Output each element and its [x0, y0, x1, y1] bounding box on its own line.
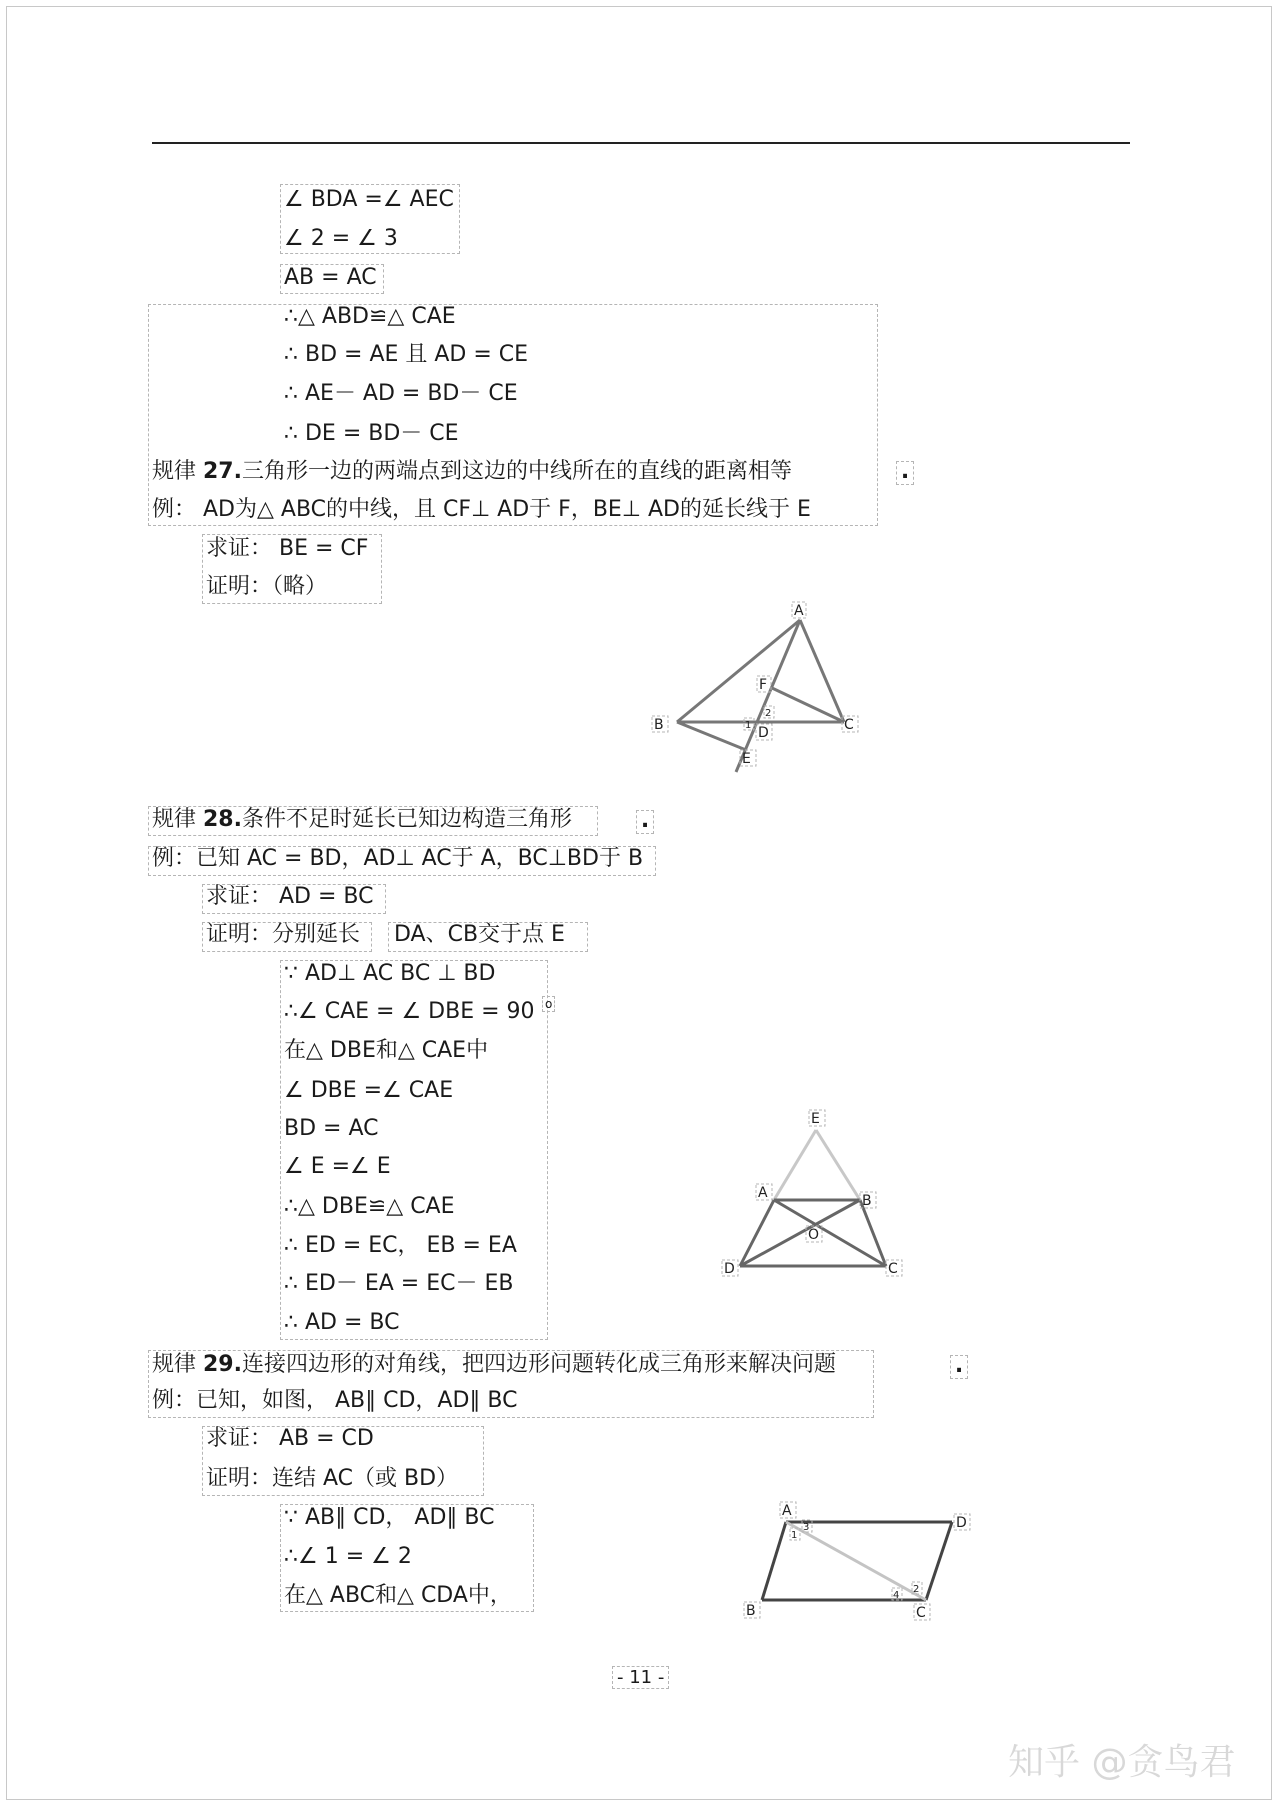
line-ea — [774, 1130, 816, 1200]
rule29-heading — [152, 1351, 836, 1379]
rule-number: 29. — [203, 1352, 242, 1377]
rule-text: 三角形一边的两端点到这边的中线所在的直线的距离相等 — [241, 459, 792, 484]
proof-line: ∠ BDA =∠ AEC — [284, 187, 454, 212]
rule28-dot: . — [636, 810, 654, 834]
proof-line: ∴ DE = BD－ CE — [284, 421, 459, 446]
fig29-label-a: A — [782, 1503, 792, 1519]
rule-number: 27. — [203, 459, 242, 484]
proof-step: ∵ AB∥ CD， AD∥ BC — [284, 1505, 495, 1530]
rule-number: 28. — [203, 807, 242, 832]
line-ac — [800, 620, 844, 722]
rule29-proof: 证明：连结 AC（或 BD） — [206, 1466, 459, 1491]
rule27-example: 例： AD为△ ABC的中线，且 CF⊥ AD于 F，BE⊥ AD的延长线于 E — [152, 497, 811, 522]
fig28-label-e: E — [811, 1111, 820, 1127]
fig28-label-o: O — [808, 1227, 820, 1243]
fig29-label-b: B — [746, 1603, 756, 1619]
fig29-label-3: 3 — [803, 1522, 810, 1533]
proof-step: BD = AC — [284, 1116, 379, 1141]
line-dc — [926, 1522, 952, 1600]
rule-text: 条件不足时延长已知边构造三角形 — [241, 807, 572, 832]
proof-step: ∵ AD⊥ AC BC ⊥ BD — [284, 961, 496, 986]
page-number: - 11 - — [612, 1666, 669, 1689]
degree-mark: o — [542, 996, 555, 1012]
line-ac — [774, 1200, 886, 1266]
rule28-proof-a: 证明：分别延长 — [206, 922, 361, 947]
proof-line: ∴ AE－ AD = BD－ CE — [284, 381, 518, 406]
proof-line: ∴△ ABD≌△ CAE — [284, 304, 456, 329]
proof-step: 在△ DBE和△ CAE中 — [284, 1038, 489, 1063]
proof-step: ∴△ DBE≌△ CAE — [284, 1194, 455, 1219]
rule28-prove: 求证： AD = BC — [206, 884, 374, 909]
page-frame — [6, 6, 1272, 1800]
fig28-label-d: D — [724, 1261, 735, 1277]
fig28-label-b: B — [862, 1193, 872, 1209]
fig29-label-4: 4 — [893, 1590, 900, 1601]
line-ab — [677, 620, 800, 722]
proof-line: AB = AC — [284, 265, 377, 290]
proof-line: ∠ 2 = ∠ 3 — [284, 226, 398, 251]
rule28-example: 例：已知 AC = BD，AD⊥ AC于 A，BC⊥BD于 B — [152, 846, 644, 871]
fig29-label-2: 2 — [913, 1584, 920, 1595]
rule28-proof-b: DA、CB交于点 E — [394, 922, 565, 947]
fig27-label-c: C — [844, 717, 854, 733]
proof-step: 在△ ABC和△ CDA中， — [284, 1583, 512, 1608]
rule27-heading — [152, 458, 792, 486]
proof-step: ∴∠ CAE = ∠ DBE = 90 — [284, 999, 535, 1024]
line-bc — [860, 1200, 886, 1266]
proof-step: ∴ AD = BC — [284, 1310, 400, 1335]
rule-prefix: 规律 — [152, 1352, 203, 1377]
rule-prefix: 规律 — [152, 807, 203, 832]
rule28-heading — [152, 806, 572, 834]
proof-step: ∠ E =∠ E — [284, 1154, 391, 1179]
proof-step: ∴∠ 1 = ∠ 2 — [284, 1544, 412, 1569]
fig28-label-a: A — [758, 1185, 768, 1201]
fig29-label-1: 1 — [791, 1530, 798, 1541]
figure-29 — [740, 1500, 980, 1630]
line-ac — [786, 1522, 926, 1600]
fig27-label-e: E — [742, 751, 751, 767]
rule27-dot: . — [896, 461, 914, 485]
proof-line: ∴ BD = AE 且 AD = CE — [284, 342, 529, 367]
rule27-box — [148, 304, 878, 526]
proof-step: ∴ ED = EC， EB = EA — [284, 1233, 517, 1258]
fig29-label-c: C — [916, 1605, 926, 1621]
fig27-label-a: A — [794, 603, 804, 619]
figure-28 — [710, 1100, 920, 1290]
rule-text: 连接四边形的对角线，把四边形问题转化成三角形来解决问题 — [241, 1352, 836, 1377]
fig27-label-b: B — [654, 717, 664, 733]
fig27-label-d: D — [758, 725, 769, 741]
figure-27 — [640, 600, 880, 780]
rule-prefix: 规律 — [152, 459, 203, 484]
rule29-dot: . — [950, 1355, 968, 1379]
proof-step: ∠ DBE =∠ CAE — [284, 1078, 454, 1103]
header-rule — [152, 142, 1130, 144]
fig29-label-d: D — [956, 1515, 967, 1531]
rule27-proof: 证明：（略） — [206, 574, 328, 599]
line-be — [677, 722, 746, 750]
fig28-label-c: C — [888, 1261, 898, 1277]
proof-step: ∴ ED－ EA = EC－ EB — [284, 1271, 514, 1296]
rule27-prove: 求证： BE = CF — [206, 536, 369, 561]
rule29-example: 例：已知，如图， AB∥ CD，AD∥ BC — [152, 1388, 518, 1413]
watermark: 知乎 @贪鸟君 — [1008, 1742, 1236, 1783]
line-ab — [762, 1522, 786, 1600]
line-cf — [772, 688, 844, 722]
line-eb — [816, 1130, 860, 1200]
fig27-label-2: 2 — [765, 708, 772, 719]
fig27-label-1: 1 — [745, 720, 752, 731]
rule29-prove: 求证： AB = CD — [206, 1426, 374, 1451]
fig27-label-f: F — [759, 677, 768, 693]
